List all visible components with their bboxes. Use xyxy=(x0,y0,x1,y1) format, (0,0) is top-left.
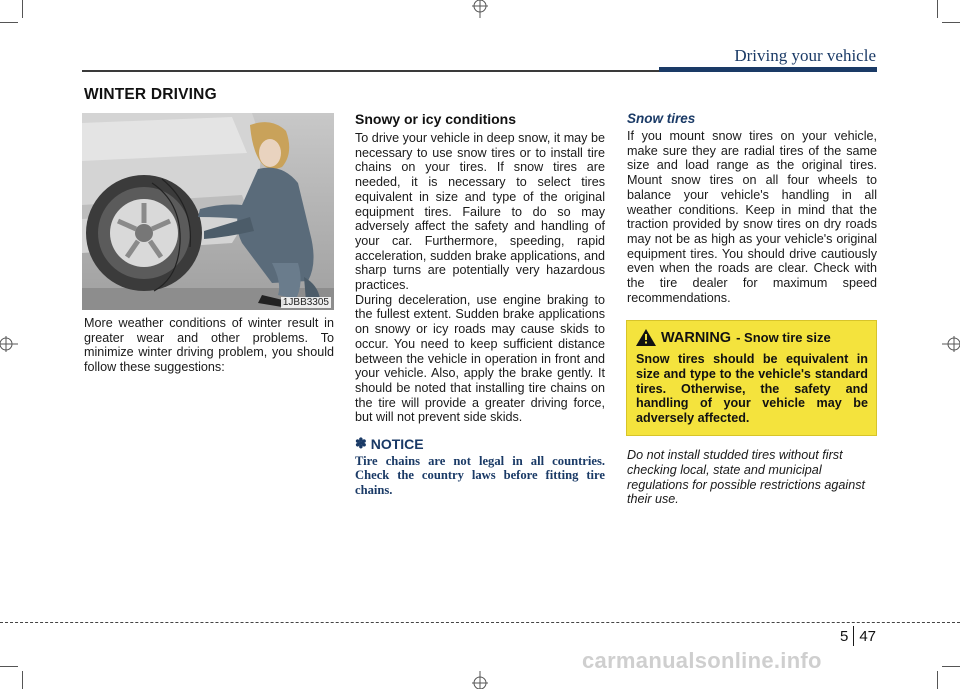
watermark: carmanualsonline.info xyxy=(582,648,822,673)
illustration-tire-chain xyxy=(82,113,334,310)
crop-mark xyxy=(22,671,23,689)
crop-mark xyxy=(942,22,960,23)
studded-tires-note: Do not install studded tires without first checking local, state and municipal regulations for possible restrictions against their use. xyxy=(627,448,866,507)
notice-star-icon: ✽ xyxy=(355,435,367,452)
page-title: WINTER DRIVING xyxy=(84,86,217,103)
notice-heading xyxy=(355,435,605,452)
snow-tires-heading: Snow tires xyxy=(627,111,696,126)
column-snowy-icy xyxy=(355,111,605,497)
header-rule xyxy=(82,70,660,72)
page-number-value: 47 xyxy=(859,627,876,645)
warning-title: WARNING xyxy=(661,329,732,346)
notice-title: NOTICE xyxy=(370,435,424,452)
chapter-number: 5 xyxy=(839,627,849,645)
snowy-icy-paragraph-1: To drive your vehicle in deep snow, it may be necessary to use snow tires or to install tire chains on your tires. If snow tires are needed, it is necessary to select tires equivalent in size and type of the original equipment tires. Failure to do so may adversely affect the safety and handling of your car. Furthermore, speeding, rapid acceleration, sudden brake applications, and sharp turns are potentially very hazardous practices. xyxy=(355,131,605,293)
illustration-code: 1JBB3305 xyxy=(282,297,329,308)
registration-mark-top xyxy=(470,0,490,20)
illustration-drawing xyxy=(82,113,334,310)
crop-mark xyxy=(942,666,960,667)
warning-text: Snow tires should be equivalent in size and type to the vehicle's standard tires. Otherwise, the safety and handling of your vehicle may be adversely affected. xyxy=(636,352,868,426)
intro-paragraph: More weather conditions of winter result in greater wear and other problems. To minimize winter driving problem, you should follow these suggestions: xyxy=(84,316,334,375)
registration-mark-bottom xyxy=(470,669,490,689)
warning-triangle-icon xyxy=(636,329,656,346)
crop-mark xyxy=(937,0,938,18)
crop-mark xyxy=(0,22,18,23)
warning-subtitle: - Snow tire size xyxy=(736,330,831,345)
snowy-icy-heading: Snowy or icy conditions xyxy=(355,111,517,127)
snowy-icy-paragraph-2: During deceleration, use engine braking to the fullest extent. Sudden brake applications on snowy or icy roads may cause skids to occur. You need to keep sufficient distance between the vehicle in operation in front and your vehicle. Also, apply the brake gently. It should be noted that installing tire chains on the tire will provide a greater driving force, but will not prevent side skids. xyxy=(355,292,605,425)
snow-tires-paragraph: If you mount snow tires on your vehicle, make sure they are radial tires of the same size and load range as the original tires. Mount snow tires on all four wheels to balance your vehicle's handling in all weather conditions. Keep in mind that the traction provided by snow tires on dry roads may not be as high as your vehicle's original equipment tires. You should drive cautiously even when the roads are clear. Check with the tire dealer for maximum speed recommendations. xyxy=(627,129,877,305)
registration-mark-left xyxy=(0,334,20,354)
crop-mark xyxy=(0,666,18,667)
column-snow-tires xyxy=(627,111,877,305)
crop-mark xyxy=(22,0,23,18)
header-rule-accent xyxy=(659,67,877,72)
crop-mark xyxy=(937,671,938,689)
page-number xyxy=(840,626,876,646)
running-header: Driving your vehicle xyxy=(734,46,876,65)
registration-mark-right xyxy=(940,334,960,354)
footer-rule xyxy=(0,622,960,623)
warning-header xyxy=(636,329,868,346)
page-number-divider xyxy=(853,626,854,646)
warning-box xyxy=(626,320,877,436)
notice-text: Tire chains are not legal in all countries. Check the country laws before fitting tire chains. xyxy=(355,454,605,497)
